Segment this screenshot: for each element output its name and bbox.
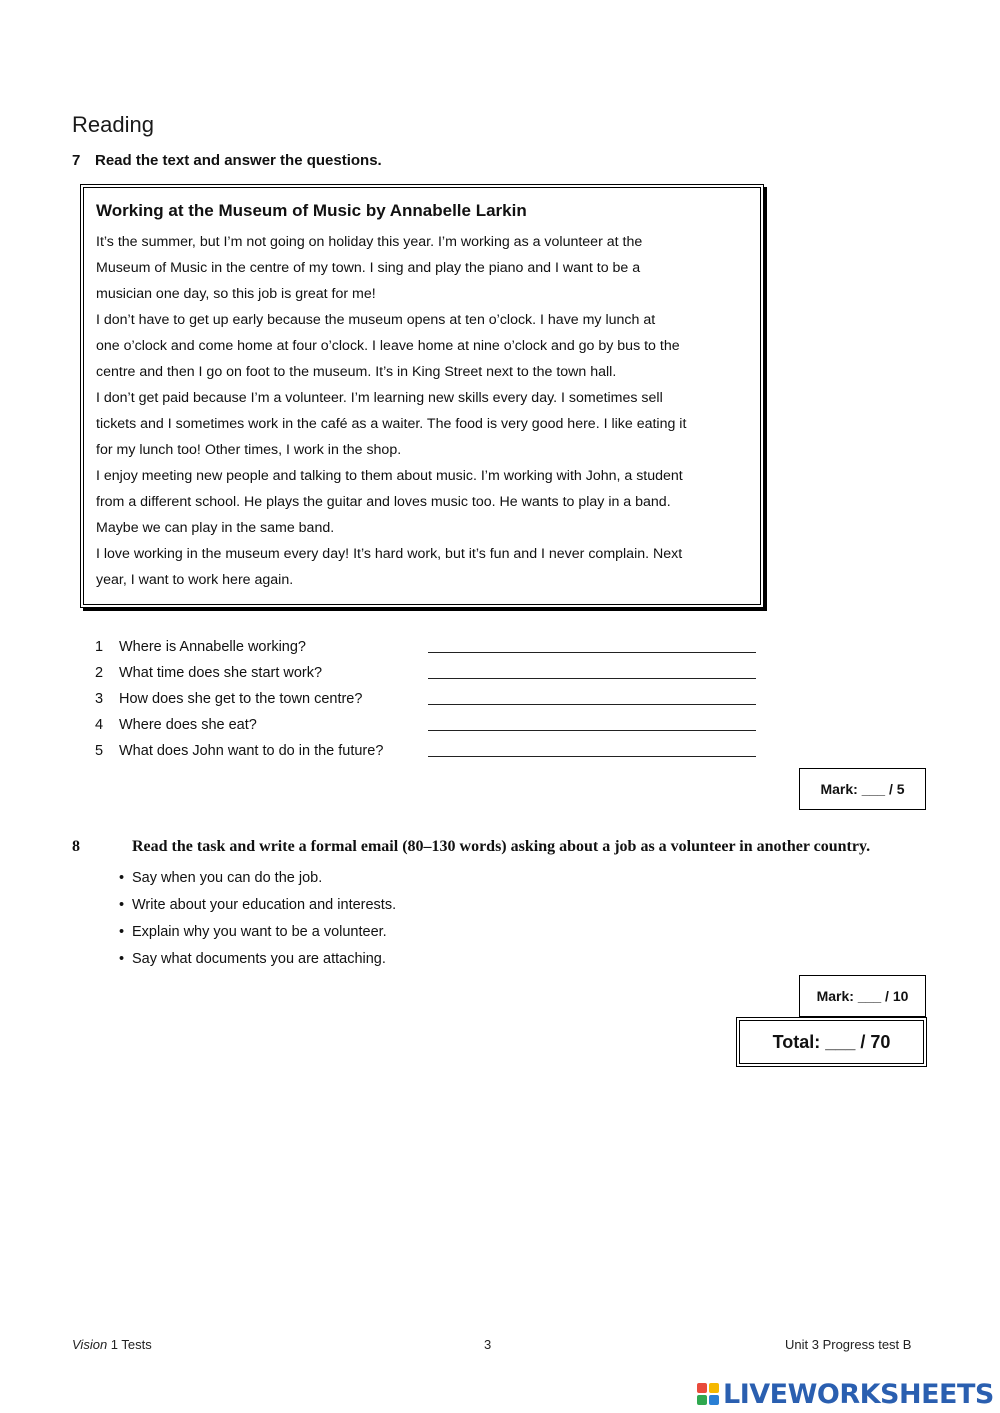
question-row (95, 738, 775, 764)
answer-blank[interactable] (428, 756, 756, 757)
liveworksheets-logo-icon (697, 1383, 719, 1405)
article-line: centre and then I go on foot to the museum. It’s in King Street next to the town hall. (96, 364, 617, 380)
question-text: Where is Annabelle working? (119, 639, 306, 655)
article-line: I don’t get paid because I’m a volunteer. I’m learning new skills every day. I sometimes sell (96, 390, 663, 406)
question-number: 4 (95, 717, 104, 733)
article-line: Maybe we can play in the same band. (96, 520, 335, 536)
footer-book-title (72, 1337, 152, 1352)
question-number: 5 (95, 743, 104, 759)
question-text: What time does she start work? (119, 665, 323, 681)
article-line: It’s the summer, but I’m not going on holiday this year. I’m working as a volunteer at the (96, 234, 643, 250)
question-number: 2 (95, 665, 104, 681)
question-list (95, 634, 775, 764)
liveworksheets-logo-text: LIVEWORKSHEETS (723, 1378, 994, 1410)
article-line: tickets and I sometimes work in the café as a waiter. The food is very good here. I like eating it (96, 416, 687, 432)
question-text: Where does she eat? (119, 717, 257, 733)
article-line: one o’clock and come home at four o’clock. I leave home at nine o’clock and go by bus to the (96, 338, 680, 354)
task-bullet: • Say what documents you are attaching. (119, 947, 396, 974)
article-line: musician one day, so this job is great for me! (96, 286, 376, 302)
article-line: I enjoy meeting new people and talking to them about music. I’m working with John, a student (96, 468, 683, 484)
page-number: 3 (484, 1337, 492, 1352)
footer-test-name: Unit 3 Progress test B (785, 1337, 912, 1352)
article-line: from a different school. He plays the guitar and loves music too. He wants to play in a band. (96, 494, 671, 510)
question-row (95, 634, 775, 660)
question-7-mark-box: Mark: ___ / 5 (799, 768, 926, 810)
article-box (80, 184, 764, 608)
question-number: 1 (95, 639, 104, 655)
logo-tile (697, 1395, 707, 1405)
task-bullet: • Write about your education and interests. (119, 893, 396, 920)
answer-blank[interactable] (428, 704, 756, 705)
question-text: How does she get to the town centre? (119, 691, 363, 707)
task-bullet-list (119, 866, 396, 974)
article-line: I love working in the museum every day! It’s hard work, but it’s fun and I never complain. Next (96, 546, 683, 562)
question-number: 3 (95, 691, 104, 707)
liveworksheets-logo[interactable] (697, 1377, 994, 1411)
footer-book-rest: 1 Tests (107, 1337, 152, 1352)
article-line: I don’t have to get up early because the museum opens at ten o’clock. I have my lunch at (96, 312, 656, 328)
task-bullet: • Explain why you want to be a volunteer. (119, 920, 396, 947)
logo-tile (709, 1395, 719, 1405)
question-row (95, 712, 775, 738)
footer-book-italic: Vision (72, 1337, 108, 1352)
task-bullet: • Say when you can do the job. (119, 866, 396, 893)
question-7-number: 7 (72, 152, 81, 169)
article-line: for my lunch too! Other times, I work in the shop. (96, 442, 402, 458)
question-8-instruction: Read the task and write a formal email (80–130 words) asking about a job as a volunteer in another country. (132, 838, 871, 855)
answer-blank[interactable] (428, 678, 756, 679)
question-8-number: 8 (72, 838, 80, 855)
question-7-heading (72, 152, 382, 169)
question-row (95, 660, 775, 686)
article-line: year, I want to work here again. (96, 572, 294, 588)
answer-blank[interactable] (428, 730, 756, 731)
question-row (95, 686, 775, 712)
question-8-heading (72, 838, 870, 856)
answer-blank[interactable] (428, 652, 756, 653)
logo-tile (709, 1383, 719, 1393)
total-score-box: Total: ___ / 70 (736, 1017, 927, 1067)
question-text: What does John want to do in the future? (119, 743, 384, 759)
article-line: Museum of Music in the centre of my town. I sing and play the piano and I want to be a (96, 260, 641, 276)
question-8-mark-box: Mark: ___ / 10 (799, 975, 926, 1017)
section-title: Reading (72, 112, 154, 137)
question-7-instruction: Read the text and answer the questions. (95, 152, 382, 169)
article-title: Working at the Museum of Music by Annabelle Larkin (96, 201, 527, 220)
article-body (96, 229, 746, 593)
logo-tile (697, 1383, 707, 1393)
